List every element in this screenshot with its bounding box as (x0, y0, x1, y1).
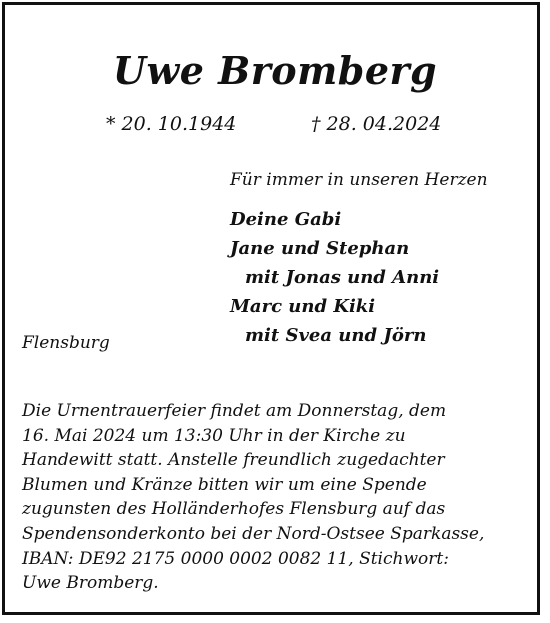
memorial-motto: Für immer in unseren Herzen (230, 170, 488, 190)
deceased-name: Uwe Bromberg (112, 48, 438, 93)
notice-line: Spendensonderkonto bei der Nord-Ostsee Sparkasse, (22, 523, 485, 544)
mourner-line: mit Svea und Jörn (245, 325, 427, 346)
notice-line: 16. Mai 2024 um 13:30 Uhr in der Kirche zu (22, 425, 406, 446)
notice-line: Handewitt statt. Anstelle freundlich zugedachter (22, 450, 445, 471)
mourner-line: Deine Gabi (230, 209, 342, 230)
notice-line: Blumen und Kränze bitten wir um eine Spende (22, 474, 427, 495)
notice-line: Uwe Bromberg. (22, 573, 159, 594)
birth-date: * 20. 10.1944 (106, 113, 237, 135)
mourner-line: mit Jonas und Anni (245, 267, 440, 288)
death-date: † 28. 04.2024 (311, 113, 442, 135)
funeral-notice (22, 399, 484, 596)
place-name: Flensburg (22, 333, 110, 353)
notice-line: IBAN: DE92 2175 0000 0002 0082 11, Stichwort: (22, 548, 449, 569)
notice-line: Die Urnentrauerfeier findet am Donnerstag, dem (22, 401, 447, 421)
mourners-list (230, 205, 439, 350)
mourner-line: Marc und Kiki (230, 296, 376, 317)
mourner-line: Jane und Stephan (230, 238, 410, 259)
notice-line: zugunsten des Holländerhofes Flensburg auf das (22, 499, 446, 520)
